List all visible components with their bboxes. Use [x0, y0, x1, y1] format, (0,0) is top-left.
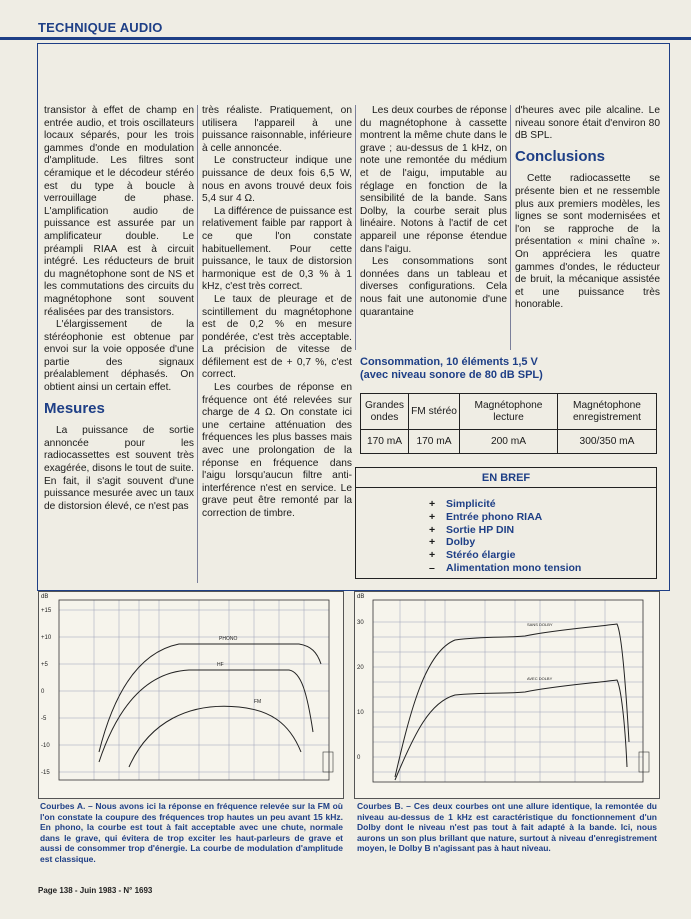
plus-icon: +: [429, 510, 436, 523]
col2-paragraph-1: très réaliste. Pratiquement, on utilisera l'appareil à une puissance raisonnable, inférieure à celle annoncée.: [202, 105, 352, 154]
column-rule-2: [355, 105, 356, 350]
plus-icon: +: [429, 549, 436, 562]
consumption-table: [360, 393, 657, 454]
y-tick-label: +15: [41, 608, 52, 614]
column-1: [44, 105, 194, 513]
col2-paragraph-2: Le constructeur indique une puissance de deux fois 6,5 W, nous en avons trouvé deux fois 5,4 sur 4 Ω.: [202, 155, 352, 205]
plus-icon: +: [429, 536, 436, 549]
caption-graph-a: Courbes A. – Nous avons ici la réponse en fréquence relevée sur la FM où l'on constate la coupure des fréquences trop hautes un peu avant 15 kHz. En phono, la courbe est tout à fait acceptable avec une chute, normale dans le grave, qui évitera de trop exciter les haut-parleurs de grave et aussi de consommer trop d'énergie. La courbe de modulation d'amplitude est classique.: [40, 801, 343, 864]
plus-icon: +: [429, 523, 436, 536]
col1-paragraph-1: transistor à effet de champ en entrée audio, et trois oscillateurs locaux séparés, pour les trois gammes d'onde en modulation d'amplitude. Les filtres sont céramique et le décodeur stéréo est du type à boucle à verrouillage de phase. L'amplification audio de puissance est assurée par un amplificateur double. Le préampli RIAA est à circuit intégré. Les réducteurs de bruit du magnétophone sont de NS et les commutations des circuits du magnétophone sont souvent réalisées par des transistors.: [44, 105, 194, 318]
table-title-line-1: Consommation, 10 éléments 1,5 V: [360, 356, 538, 368]
y-tick-label: +10: [41, 635, 52, 641]
logo-stamp: [323, 752, 333, 772]
col2-paragraph-5: Les courbes de réponse en fréquence ont été relevées sur charge de 4 Ω. On constate ici une certaine atténuation des fréquences les plus basses mais avec une prolongation de la réponse en fréquence dans l'aigu lorsqu'aucun filtre anti-interférence n'est en service. Le grave peut être remonté par la correction de timbre.: [202, 382, 352, 519]
list-item: [429, 549, 656, 562]
table-cell: 170 mA: [361, 430, 409, 454]
en-bref-box: [355, 467, 657, 579]
table-header-cell: FM stéréo: [409, 394, 460, 430]
col1-paragraph-3: La puissance de sortie annoncée pour les radiocassettes est souvent très exagérée, disons le tout de suite. En fait, il s'agit souvent d'une puissance mesurée avec un taux de distorsion élevé, ce n'est pas: [44, 425, 194, 512]
column-2: [202, 105, 352, 521]
col2-paragraph-4: Le taux de pleurage et de scintillement du magnétophone est de 0,2 % en mesure pondérée, c'est très acceptable. La précision de vitesse de défilement est de + 0,7 %, c'est correct.: [202, 293, 352, 381]
col2-paragraph-3: La différence de puissance est relativement faible par rapport à ce que l'on constate habituellement. Pour cette puissance, le taux de distorsion harmonique est de 0,3 % à 1 kHz, c'est très correct.: [202, 205, 353, 293]
list-item: [429, 511, 656, 524]
list-item: [429, 524, 656, 537]
y-tick-label: 20: [357, 665, 364, 671]
table-header-cell: Grandes ondes: [361, 394, 409, 430]
table-header-row: [361, 394, 657, 430]
y-tick-label: -15: [41, 770, 50, 776]
minus-icon: –: [429, 561, 435, 574]
graph-a: [38, 591, 344, 799]
col4-paragraph-1: d'heures avec pile alcaline. Le niveau sonore était d'environ 80 dB SPL.: [515, 105, 660, 142]
header-rule: [0, 37, 691, 40]
graph-b-plot: [355, 592, 659, 798]
y-tick-label: +5: [41, 662, 48, 668]
list-item: [429, 536, 656, 549]
table-header-cell: Magnétophone lecture: [460, 394, 558, 430]
en-bref-list: [356, 488, 656, 575]
column-4: [515, 105, 660, 312]
col3-paragraph-1: Les deux courbes de réponse du magnétophone à cassette montrent la même chute dans le grave ; au-dessus de 1 kHz, on note une remontée du médium et de l'aigu, imputable au réglage en fonction de la sensibilité de la bande. Sans Dolby, la courbe serait plus linéaire. Notons à l'actif de cet appareil une réponse étendue dans l'aigu.: [360, 105, 507, 255]
table-cell: 170 mA: [409, 430, 460, 454]
list-item: [429, 562, 656, 575]
list-item-text: Alimentation mono tension: [446, 561, 582, 574]
y-axis-unit: dB: [357, 594, 365, 600]
table-title-line-2: (avec niveau sonore de 80 dB SPL): [360, 369, 543, 381]
y-tick-label: -5: [41, 716, 47, 722]
table-cell: 300/350 mA: [558, 430, 657, 454]
page-footer: Page 138 - Juin 1983 - N° 1693: [38, 886, 153, 895]
caption-graph-b: Courbes B. – Ces deux courbes ont une allure identique, la remontée du niveau au-dessus de 1 kHz est caractéristique du fonctionnement d'un Dolby dont le niveau n'est pas tout à fait adapté à la bande. Ici, nous aurons un son plus brillant que nature, surtout à niveau d'enregistrement moyen, le Dolby B n'agissant pas à haut niveau.: [357, 801, 657, 854]
y-tick-label: 30: [357, 620, 364, 626]
curve-label-avec-dolby: AVEC DOLBY: [527, 676, 553, 681]
table-title: [360, 356, 660, 382]
column-3: [360, 105, 507, 319]
table-row: [361, 430, 657, 454]
graph-a-plot: [39, 592, 343, 798]
curve-label-fm: FM: [254, 699, 262, 705]
list-item-text: Simplicité: [446, 498, 496, 510]
y-axis-unit: dB: [41, 594, 49, 600]
table-cell: 200 mA: [460, 430, 558, 454]
en-bref-title: EN BREF: [356, 468, 656, 488]
y-tick-label: -10: [41, 743, 50, 749]
logo-stamp: [639, 752, 649, 772]
curve-label-hf: HF: [217, 662, 224, 668]
y-tick-label: 0: [357, 755, 361, 761]
y-tick-label: 0: [41, 689, 45, 695]
col4-paragraph-2: Cette radiocassette se présente bien et ne ressemble plus aux premiers modèles, les lignes se sont modernisées et l'on se rapproche de la présentation « mini chaîne ». On appréciera les quatre gammes d'ondes, le réducteur de bruit, la mécanique assistée et une puissance très honorable.: [515, 173, 660, 311]
col1-paragraph-2: L'élargissement de la stéréophonie est obtenue par envoi sur la voie opposée d'une partie des signaux préalablement déphasés. On obtient ainsi un certain effet.: [44, 319, 194, 394]
list-item-text: Entrée phono RIAA: [446, 510, 543, 523]
curve-label-sans-dolby: SANS DOLBY: [527, 622, 553, 627]
column-rule-1: [197, 105, 198, 583]
table-header-cell: Magnétophone enregistrement: [558, 394, 657, 430]
y-tick-label: 10: [357, 710, 364, 716]
graph-b: [354, 591, 660, 799]
heading-mesures: Mesures: [44, 399, 105, 417]
list-item-text: Stéréo élargie: [446, 549, 516, 562]
list-item: [429, 498, 656, 511]
heading-conclusions: Conclusions: [515, 147, 606, 165]
curve-label-phono: PHONO: [219, 636, 238, 642]
list-item-text: Sortie HP DIN: [446, 523, 515, 536]
plus-icon: +: [429, 498, 436, 510]
section-header: TECHNIQUE AUDIO: [38, 20, 163, 35]
list-item-text: Dolby: [446, 536, 476, 549]
col3-paragraph-2: Les consommations sont données dans un tableau et diverses configurations. Cela nous fait une autonomie d'une quarantaine: [360, 256, 507, 318]
column-rule-3: [510, 105, 511, 350]
